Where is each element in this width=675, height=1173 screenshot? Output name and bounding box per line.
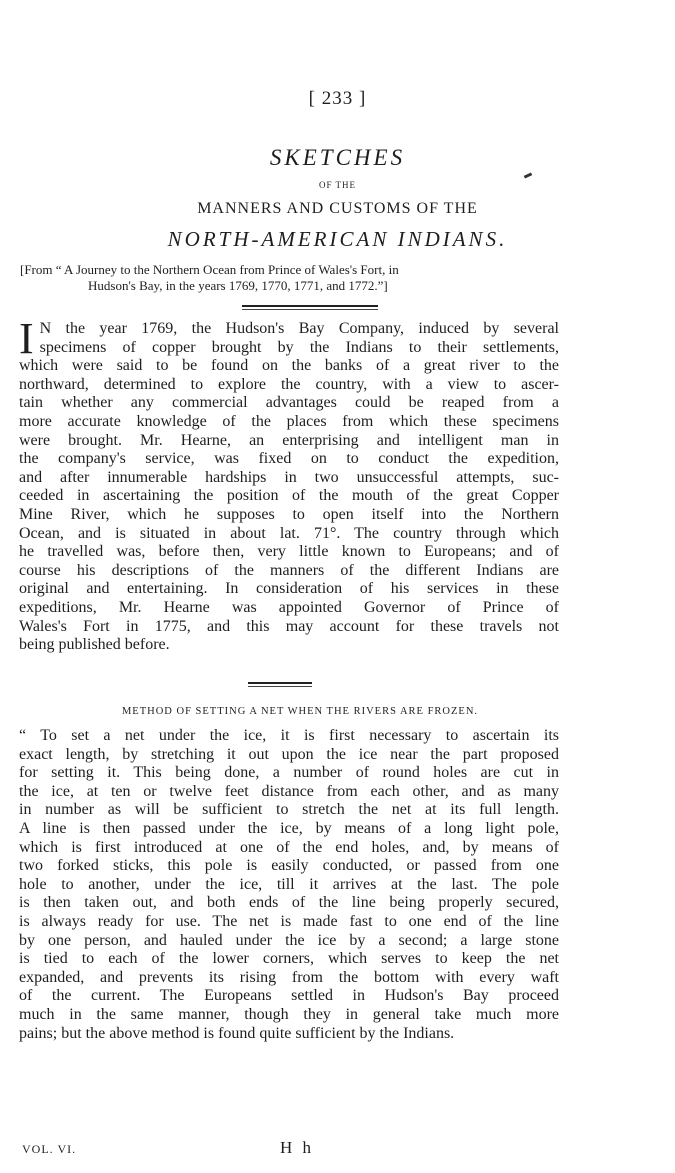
source-line-2: Hudson's Bay, in the years 1769, 1770, 1771, and 1772.”]	[88, 278, 388, 293]
text-line: were brought. Mr. Hearne, an enterprising and intelligent man in	[19, 431, 559, 449]
text-line: he travelled was, before then, very little known to Europeans; and of	[19, 543, 559, 561]
title-connector: OF THE	[318, 180, 357, 190]
text-line: ceeded in ascertaining the position of the mouth of the great Copper	[19, 487, 559, 505]
drop-cap: I	[19, 314, 34, 363]
ink-mark	[524, 172, 533, 178]
subtitle-manners: MANNERS AND CUSTOMS OF THE	[197, 200, 478, 217]
text-line: pains; but the above method is found quite sufficient by the Indians.	[19, 1024, 455, 1042]
text-line: is always ready for use. The net is made fast to one end of the line	[19, 912, 559, 930]
volume-marker: VOL. VI.	[22, 1142, 77, 1156]
source-line-1: [From “ A Journey to the Northern Ocean from Prince of Wales's Fort, in	[20, 262, 399, 277]
page-title: SKETCHES	[269, 145, 406, 170]
text-line: northward, determined to explore the country, with a view to ascer-	[19, 375, 559, 393]
section-heading: METHOD OF SETTING A NET WHEN THE RIVERS ARE FROZEN.	[121, 706, 479, 717]
text-line: expanded, and prevents its rising from the bottom with every waft	[19, 968, 559, 986]
text-line: tain whether any commercial advantages could be reaped from a	[19, 394, 559, 412]
text-line: expeditions, Mr. Hearne was appointed Governor of Prince of	[19, 598, 559, 616]
text-line: Mine River, which he supposes to open itself into the Northern	[19, 505, 559, 523]
text-line: two forked sticks, this pole is easily conducted, or passed from one	[19, 857, 559, 875]
text-line: being published before.	[19, 636, 170, 654]
net-method-paragraph	[19, 727, 559, 1043]
text-line: by one person, and hauled under the ice by a second; a large stone	[19, 931, 559, 949]
intro-paragraph	[19, 314, 559, 655]
source-citation	[20, 262, 565, 294]
text-line: in number as will be sufficient to stretch the net at its full length.	[19, 801, 559, 819]
text-line: N the year 1769, the Hudson's Bay Company, induced by several	[39, 320, 559, 337]
text-line: hole to another, under the ice, till it arrives at the last. The pole	[19, 875, 559, 893]
text-line: Wales's Fort in 1775, and this may account for these travels not	[19, 617, 559, 635]
section-divider	[248, 682, 312, 687]
text-line: for setting it. This being done, a number of round holes are cut in	[19, 764, 559, 782]
text-line: of the current. The Europeans settled in Hudson's Bay proceed	[19, 987, 559, 1005]
text-line: course his descriptions of the manners of the different Indians are	[19, 561, 559, 579]
page-number: [ 233 ]	[308, 88, 367, 109]
text-line: Ocean, and is situated in about lat. 71°. The country through which	[19, 524, 559, 542]
signature-mark: H h	[280, 1138, 315, 1157]
divider-rule	[242, 305, 378, 310]
text-line: the company's service, was fixed on to conduct the expedition,	[19, 450, 559, 468]
text-line: which were said to be found on the banks of a great river to the	[19, 357, 559, 375]
text-line: specimens of copper brought by the Indians to their settlements,	[39, 338, 559, 356]
text-line: is then taken out, and both ends of the line being properly secured,	[19, 894, 559, 912]
text-line: more accurate knowledge of the places from which these specimens	[19, 412, 559, 430]
text-line: A line is then passed under the ice, by means of a long light pole,	[19, 819, 559, 837]
subtitle-indians: NORTH-AMERICAN INDIANS.	[167, 227, 508, 251]
text-line: “ To set a net under the ice, it is first necessary to ascertain its	[19, 727, 559, 744]
text-line: much in the same manner, though they in general take much more	[19, 1005, 559, 1023]
text-line: the ice, at ten or twelve feet distance from each other, and as many	[19, 782, 559, 800]
text-line: which is first introduced at one of the end holes, and, by means of	[19, 838, 559, 856]
text-line: and after innumerable hardships in two unsuccessful attempts, suc-	[19, 468, 559, 486]
text-line: is tied to each of the lower corners, which serves to keep the net	[19, 950, 559, 968]
text-line: exact length, by stretching it out upon the ice near the part proposed	[19, 745, 559, 763]
text-line: original and entertaining. In consideration of his services in these	[19, 580, 559, 598]
